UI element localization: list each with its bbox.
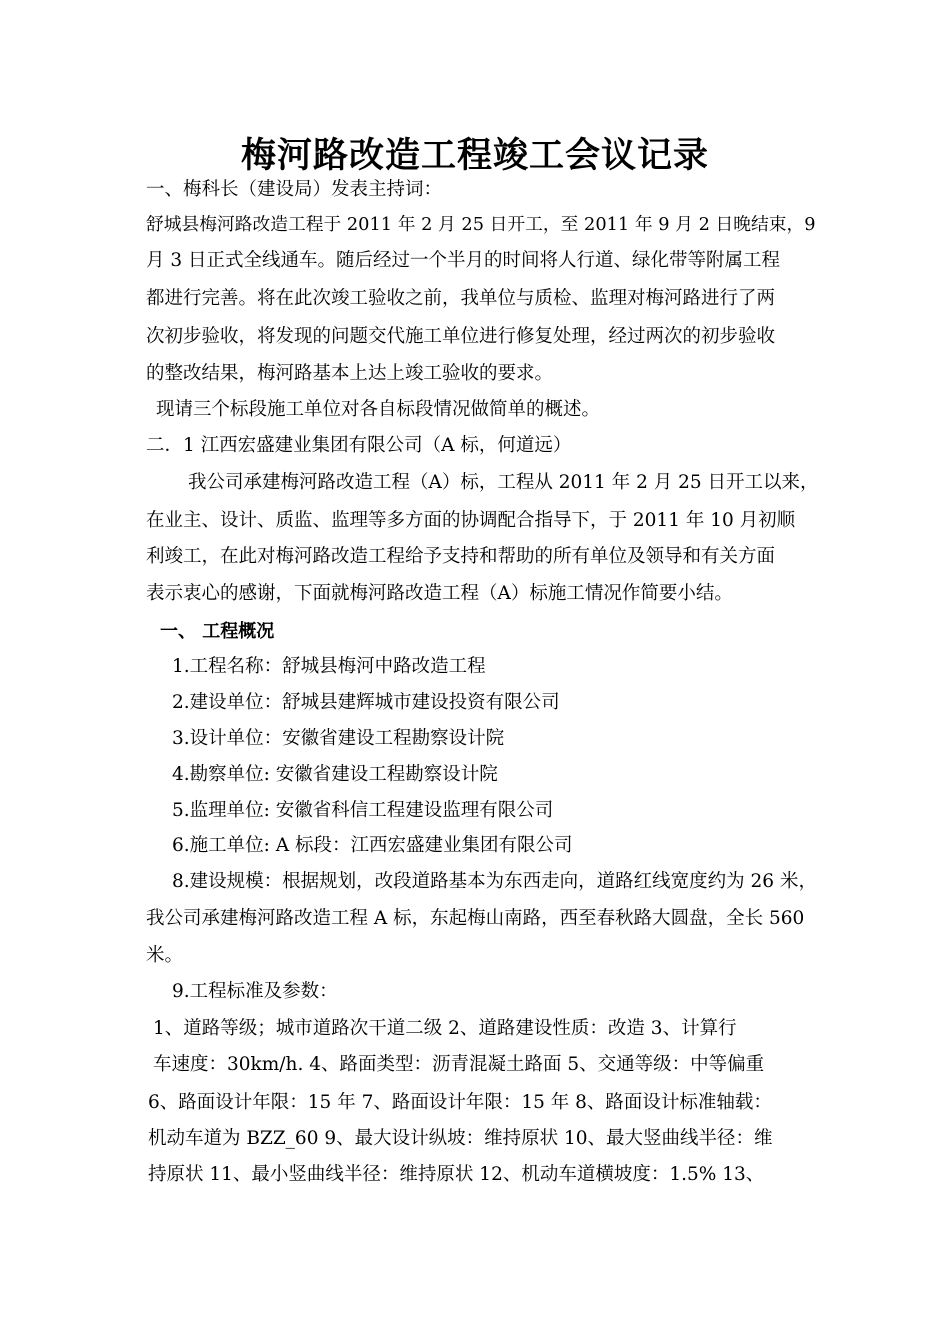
text-line: 6.施工单位: A 标段：江西宏盛建业集团有限公司 [172,835,573,856]
text-line: 我公司承建梅河路改造工程（A）标，工程从 2011 年 2 月 25 日开工以来， [188,472,819,493]
text-line: 5.监理单位: 安徽省科信工程建设监理有限公司 [172,800,554,821]
text-line: 8.建设规模：根据规划，改段道路基本为东西走向，道路红线宽度约为 26 米， [172,871,817,892]
text-line: 我公司承建梅河路改造工程 A 标，东起梅山南路，西至春秋路大圆盘，全长 560 [146,908,805,929]
text-line: 2.建设单位：舒城县建辉城市建设投资有限公司 [172,692,560,713]
text-line: 3.设计单位：安徽省建设工程勘察设计院 [172,728,505,749]
text-line: 二．1 江西宏盛建业集团有限公司（A 标，何道远） [146,435,572,456]
text-line: 在业主、设计、质监、监理等多方面的协调配合指导下，于 2011 年 10 月初顺 [146,510,796,531]
text-line: 月 3 日正式全线通车。随后经过一个半月的时间将人行道、绿化带等附属工程 [146,250,781,271]
text-line: 次初步验收，将发现的问题交代施工单位进行修复处理，经过两次的初步验收 [146,326,776,347]
text-line: 持原状 11、最小竖曲线半径：维持原状 12、机动车道横坡度：1.5% 13、 [148,1164,765,1185]
section-heading: 一、 工程概况 [160,621,275,642]
text-line: 6、路面设计年限：15 年 7、路面设计年限：15 年 8、路面设计标准轴载： [148,1092,772,1113]
text-line: 9.工程标准及参数： [172,981,338,1002]
text-line: 1、道路等级；城市道路次干道二级 2、道路建设性质：改造 3、计算行 [153,1018,737,1039]
text-line: 舒城县梅河路改造工程于 2011 年 2 月 25 日开工，至 2011 年 9 月 2 日晚结束，9 [146,215,816,235]
text-line: 米。 [146,945,184,966]
text-line: 表示衷心的感谢，下面就梅河路改造工程（A）标施工情况作简要小结。 [146,583,733,604]
text-line: 机动车道为 BZZ_60 9、最大设计纵坡：维持原状 10、最大竖曲线半径：维 [148,1128,773,1149]
text-line: 4.勘察单位: 安徽省建设工程勘察设计院 [172,764,498,785]
text-line: 现请三个标段施工单位对各自标段情况做简单的概述。 [156,399,601,420]
text-line: 一、梅科长（建设局）发表主持词： [146,179,443,200]
text-line: 都进行完善。将在此次竣工验收之前，我单位与质检、监理对梅河路进行了两 [146,288,776,309]
document-title: 梅河路改造工程竣工会议记录 [240,136,709,176]
text-line: 的整改结果，梅河路基本上达上竣工验收的要求。 [146,363,554,384]
text-line: 利竣工，在此对梅河路改造工程给予支持和帮助的所有单位及领导和有关方面 [146,546,776,567]
text-line: 1.工程名称：舒城县梅河中路改造工程 [172,656,486,677]
text-line: 车速度：30km/h. 4、路面类型：沥青混凝土路面 5、交通等级：中等偏重 [153,1054,765,1075]
